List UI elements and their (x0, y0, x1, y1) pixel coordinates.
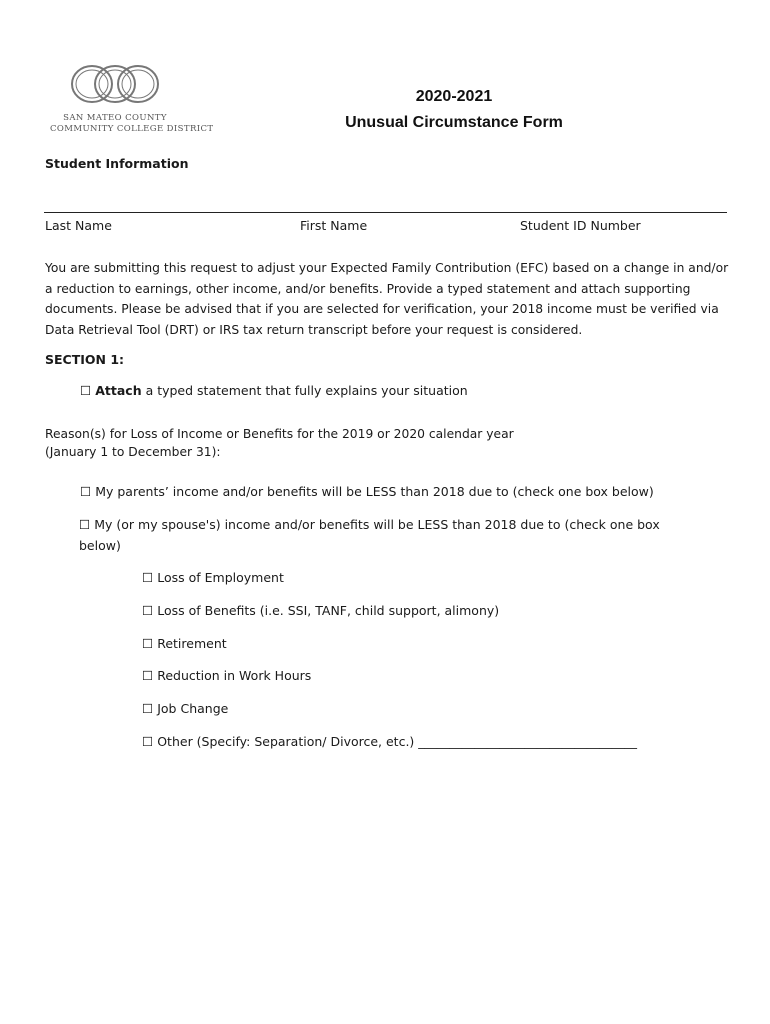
logo-text-line2: COMMUNITY COLLEGE DISTRICT (50, 124, 214, 134)
reason-item-job-change (142, 701, 228, 716)
district-logo (50, 62, 214, 138)
reason-label: Loss of Benefits (i.e. SSI, TANF, child support, alimony) (157, 603, 500, 618)
reason-label: Job Change (157, 701, 229, 716)
reason-label: Retirement (157, 636, 227, 651)
reason-prompt-line1: Reason(s) for Loss of Income or Benefits for the 2019 or 2020 calendar year (45, 427, 514, 441)
student-info-heading: Student Information (45, 156, 189, 171)
parents-income-label: My parents’ income and/or benefits will be LESS than 2018 due to (check one box below) (95, 484, 654, 499)
form-title: Unusual Circumstance Form (345, 114, 563, 131)
logo-text-line1: SAN MATEO COUNTY (63, 113, 167, 123)
form-year: 2020-2021 (415, 88, 493, 105)
reason-item-loss-of-benefits (142, 603, 499, 618)
reason-other-label[interactable]: Other (Specify: Separation/ Divorce, etc.) ___________________________________ (157, 734, 638, 749)
loss-of-employment-checkbox[interactable]: ☐ (142, 570, 154, 585)
other-checkbox[interactable]: ☐ (142, 734, 154, 749)
parents-income-option (80, 484, 654, 499)
attach-bold-text: Attach (95, 383, 142, 398)
reason-item-loss-of-employment (142, 570, 284, 585)
student-id-label: Student ID Number (520, 218, 641, 233)
self-income-label: My (or my spouse's) income and/or benefits will be LESS than 2018 due to (check one box below) (79, 517, 660, 553)
reason-prompt (45, 425, 605, 461)
retirement-checkbox[interactable]: ☐ (142, 636, 154, 651)
attach-rest-text: a typed statement that fully explains your situation (141, 383, 468, 398)
attach-checkbox[interactable]: ☐ (80, 383, 92, 398)
last-name-label: Last Name (45, 218, 112, 233)
attach-statement-item (80, 383, 468, 398)
reason-item-reduction-in-hours (142, 668, 311, 683)
first-name-label: First Name (300, 218, 368, 233)
reason-item-retirement (142, 636, 227, 651)
student-info-signature-line[interactable] (44, 212, 727, 213)
intro-paragraph: You are submitting this request to adjust your Expected Family Contribution (EFC) based on a change in and/or a reduction to earnings, other income, and/or benefits. Provide a typed statement and attach supporting documents. Please be advised that if you are selected for verification, your 2018 income must be verified via Data Retrieval Tool (DRT) or IRS tax return transcript before your request is considered. (45, 261, 729, 337)
job-change-checkbox[interactable]: ☐ (142, 701, 154, 716)
reduction-in-hours-checkbox[interactable]: ☐ (142, 668, 154, 683)
loss-of-benefits-checkbox[interactable]: ☐ (142, 603, 154, 618)
self-income-option (79, 514, 679, 556)
interlocking-rings-icon (50, 62, 180, 112)
parents-income-checkbox[interactable]: ☐ (80, 484, 92, 499)
section1-heading: SECTION 1: (45, 352, 125, 367)
reason-label: Reduction in Work Hours (157, 668, 312, 683)
self-income-checkbox[interactable]: ☐ (79, 517, 91, 532)
reason-label: Loss of Employment (157, 570, 284, 585)
reason-prompt-line2: (January 1 to December 31): (45, 445, 221, 459)
reason-item-other (142, 734, 637, 749)
